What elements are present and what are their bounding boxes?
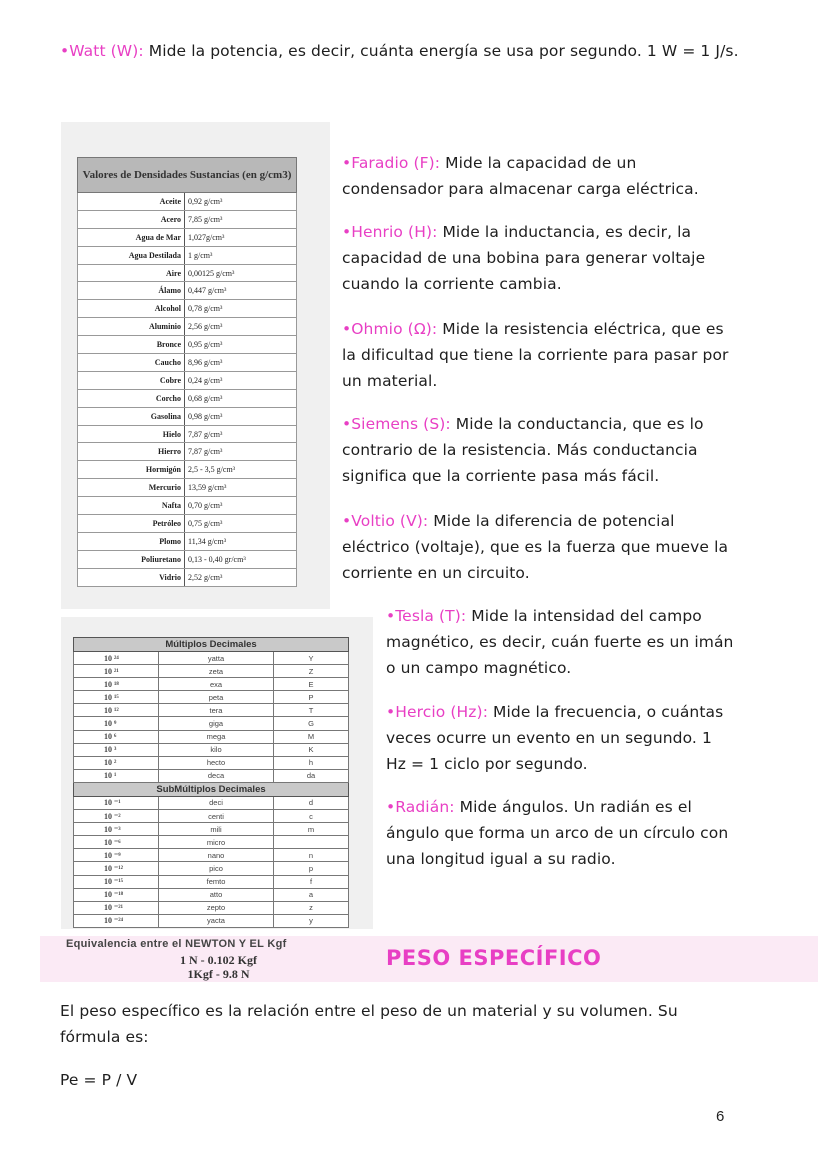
prefix-symbol: a [274, 888, 349, 901]
prefix-name: tera [159, 704, 274, 717]
unit-text: Mide la capacidad de un condensador para almacenar carga eléctrica. [342, 154, 699, 198]
prefix-symbol: Y [274, 652, 349, 665]
table-row [74, 704, 349, 717]
prefix-power: 10 ⁶ [74, 730, 159, 743]
density-substance: Gasolina [78, 407, 185, 425]
table-row [78, 497, 297, 515]
prefix-power: 10 ⁻¹⁸ [74, 888, 159, 901]
prefix-name: deca [159, 769, 274, 782]
unit-term: •Radián: [386, 798, 455, 816]
section-body: El peso específico es la relación entre el peso de un material y su volumen. Su fórmula es: [60, 1002, 678, 1046]
unit-text: Mide la frecuencia, o cuántas veces ocurre un evento en un segundo. 1 Hz = 1 ciclo por segundo. [386, 703, 724, 773]
density-value: 2,52 g/cm³ [185, 568, 297, 586]
watt-paragraph [60, 38, 740, 64]
table-row [74, 665, 349, 678]
table-row [74, 717, 349, 730]
density-substance: Hielo [78, 425, 185, 443]
prefix-name: deci [159, 796, 274, 809]
density-value: 2,5 - 3,5 g/cm³ [185, 461, 297, 479]
table-row [78, 443, 297, 461]
prefix-name: giga [159, 717, 274, 730]
prefix-power: 10 ¹⁸ [74, 678, 159, 691]
table-row [78, 407, 297, 425]
table-row [74, 836, 349, 849]
density-substance: Mercurio [78, 479, 185, 497]
density-substance: Hierro [78, 443, 185, 461]
density-value: 1,027g/cm³ [185, 228, 297, 246]
prefix-symbol: h [274, 756, 349, 769]
table-row [78, 550, 297, 568]
submultiples-title: SubMúltiplos Decimales [74, 782, 349, 796]
prefix-name: zepto [159, 901, 274, 914]
table-row [78, 515, 297, 533]
prefix-symbol: K [274, 743, 349, 756]
unit-text: Mide ángulos. Un radián es el ángulo que forma un arco de un círculo con una longitud igual a su radio. [386, 798, 729, 868]
table-row [74, 769, 349, 782]
unit-term: •Tesla (T): [386, 607, 467, 625]
prefix-symbol: da [274, 769, 349, 782]
prefix-power: 10 ³ [74, 743, 159, 756]
table-row [78, 336, 297, 354]
density-value: 0,447 g/cm³ [185, 282, 297, 300]
density-substance: Agua Destilada [78, 246, 185, 264]
prefix-symbol: Z [274, 665, 349, 678]
density-value: 0,00125 g/cm³ [185, 264, 297, 282]
table-row [78, 210, 297, 228]
watt-text: Mide la potencia, es decir, cuánta energía se usa por segundo. 1 W = 1 J/s. [143, 42, 739, 60]
density-substance: Aceite [78, 193, 185, 211]
prefix-power: 10 ⁻²⁴ [74, 914, 159, 927]
prefix-power: 10 ¹² [74, 704, 159, 717]
section-title: PESO ESPECÍFICO [386, 946, 602, 970]
prefix-symbol: T [274, 704, 349, 717]
density-value: 7,85 g/cm³ [185, 210, 297, 228]
table-row [74, 888, 349, 901]
density-substance: Plomo [78, 532, 185, 550]
density-value: 2,56 g/cm³ [185, 318, 297, 336]
unit-text: Mide la conductancia, que es lo contrario de la resistencia. Más conductancia significa que la corriente pasa más fácil. [342, 415, 704, 485]
prefix-name: femto [159, 875, 274, 888]
unit-text: Mide la inductancia, es decir, la capacidad de una bobina para generar voltaje cuando la corriente cambia. [342, 223, 706, 293]
prefix-name: centi [159, 810, 274, 823]
density-substance: Cobre [78, 371, 185, 389]
density-value: 0,95 g/cm³ [185, 336, 297, 354]
table-row [74, 875, 349, 888]
density-value: 7,87 g/cm³ [185, 443, 297, 461]
prefix-power: 10 ⁻²¹ [74, 901, 159, 914]
density-value: 1 g/cm³ [185, 246, 297, 264]
prefix-power: 10 ⁹ [74, 717, 159, 730]
prefix-symbol: m [274, 823, 349, 836]
unit-term: •Ohmio (Ω): [342, 320, 438, 338]
table-row [78, 264, 297, 282]
prefix-power: 10 ¹⁵ [74, 691, 159, 704]
table-row [78, 193, 297, 211]
prefix-name: pico [159, 862, 274, 875]
equivalence-line-1: 1 N - 0.102 Kgf [180, 953, 257, 967]
prefix-name: mega [159, 730, 274, 743]
prefix-symbol: c [274, 810, 349, 823]
prefix-power: 10 ⁻¹⁵ [74, 875, 159, 888]
density-substance: Caucho [78, 354, 185, 372]
unit-term: •Henrio (H): [342, 223, 438, 241]
prefix-power: 10 ⁻¹ [74, 796, 159, 809]
table-row [74, 901, 349, 914]
prefix-symbol [274, 836, 349, 849]
density-value: 8,96 g/cm³ [185, 354, 297, 372]
prefix-symbol: M [274, 730, 349, 743]
section-formula: Pe = P / V [60, 1071, 138, 1089]
density-substance: Aluminio [78, 318, 185, 336]
table-row [74, 823, 349, 836]
unit-radian [386, 794, 736, 872]
density-value: 0,75 g/cm³ [185, 515, 297, 533]
table-row [78, 389, 297, 407]
table-row [78, 300, 297, 318]
table-row [74, 756, 349, 769]
density-value: 0,68 g/cm³ [185, 389, 297, 407]
unit-tesla [386, 603, 736, 681]
unit-term: •Faradio (F): [342, 154, 441, 172]
table-row [74, 810, 349, 823]
prefix-power: 10 ¹ [74, 769, 159, 782]
unit-term: •Voltio (V): [342, 512, 429, 530]
unit-ohmio [342, 316, 732, 394]
unit-term: •Siemens (S): [342, 415, 451, 433]
prefix-symbol: z [274, 901, 349, 914]
density-substance: Poliuretano [78, 550, 185, 568]
table-row [74, 796, 349, 809]
table-row [78, 354, 297, 372]
table-row [78, 228, 297, 246]
density-value: 0,78 g/cm³ [185, 300, 297, 318]
prefix-name: hecto [159, 756, 274, 769]
multiples-title: Múltiplos Decimales [74, 638, 349, 652]
density-table [77, 157, 297, 587]
density-substance: Bronce [78, 336, 185, 354]
multiples-table [73, 637, 349, 928]
prefix-symbol: E [274, 678, 349, 691]
table-row [78, 479, 297, 497]
table-row [74, 652, 349, 665]
prefix-symbol: d [274, 796, 349, 809]
unit-voltio [342, 508, 732, 586]
prefix-name: exa [159, 678, 274, 691]
table-row [74, 849, 349, 862]
prefix-symbol: f [274, 875, 349, 888]
unit-hercio [386, 699, 736, 777]
density-substance: Alcohol [78, 300, 185, 318]
prefix-name: kilo [159, 743, 274, 756]
density-value: 0,13 - 0,40 gr/cm³ [185, 550, 297, 568]
density-value: 0,98 g/cm³ [185, 407, 297, 425]
table-row [78, 246, 297, 264]
table-row [78, 282, 297, 300]
density-substance: Aire [78, 264, 185, 282]
density-substance: Hormigón [78, 461, 185, 479]
table-row [78, 371, 297, 389]
table-row [78, 568, 297, 586]
density-value: 7,87 g/cm³ [185, 425, 297, 443]
prefix-power: 10 ²⁴ [74, 652, 159, 665]
prefix-name: yacta [159, 914, 274, 927]
prefix-power: 10 ⁻⁹ [74, 849, 159, 862]
density-value: 0,92 g/cm³ [185, 193, 297, 211]
table-row [74, 914, 349, 927]
density-substance: Vidrio [78, 568, 185, 586]
table-row [78, 532, 297, 550]
density-table-title: Valores de Densidades Sustancias (en g/cm3) [78, 158, 297, 193]
unit-henrio [342, 219, 732, 297]
density-substance: Álamo [78, 282, 185, 300]
table-row [74, 743, 349, 756]
table-header-row [74, 782, 349, 796]
table-row [78, 318, 297, 336]
prefix-power: 10 ²¹ [74, 665, 159, 678]
density-value: 13,59 g/cm³ [185, 479, 297, 497]
prefix-symbol: p [274, 862, 349, 875]
unit-text: Mide la intensidad del campo magnético, es decir, cuán fuerte es un imán o un campo magnético. [386, 607, 734, 677]
unit-text: Mide la diferencia de potencial eléctrico (voltaje), que es la fuerza que mueve la corriente en un circuito. [342, 512, 729, 582]
prefix-power: 10 ⁻¹² [74, 862, 159, 875]
density-value: 0,24 g/cm³ [185, 371, 297, 389]
prefix-name: atto [159, 888, 274, 901]
prefix-power: 10 ⁻³ [74, 823, 159, 836]
prefix-name: nano [159, 849, 274, 862]
table-row [74, 730, 349, 743]
table-row [74, 678, 349, 691]
table-row [74, 691, 349, 704]
unit-siemens [342, 411, 732, 489]
density-substance: Acero [78, 210, 185, 228]
density-substance: Agua de Mar [78, 228, 185, 246]
prefix-symbol: n [274, 849, 349, 862]
page-number: 6 [716, 1108, 725, 1125]
prefix-power: 10 ⁻² [74, 810, 159, 823]
unit-faradio [342, 150, 732, 202]
density-substance: Petróleo [78, 515, 185, 533]
density-value: 0,70 g/cm³ [185, 497, 297, 515]
unit-term: •Hercio (Hz): [386, 703, 489, 721]
prefix-power: 10 ² [74, 756, 159, 769]
prefix-symbol: P [274, 691, 349, 704]
prefix-name: zeta [159, 665, 274, 678]
prefix-symbol: G [274, 717, 349, 730]
prefix-power: 10 ⁻⁶ [74, 836, 159, 849]
prefix-name: peta [159, 691, 274, 704]
table-header-row [74, 638, 349, 652]
prefix-name: mili [159, 823, 274, 836]
unit-text: Mide la resistencia eléctrica, que es la dificultad que tiene la corriente para pasar por un material. [342, 320, 729, 390]
watt-term: •Watt (W): [60, 42, 144, 60]
density-value: 11,34 g/cm³ [185, 532, 297, 550]
density-substance: Nafta [78, 497, 185, 515]
equivalence-line-2: 1Kgf - 9.8 N [187, 967, 250, 981]
table-row [74, 862, 349, 875]
prefix-symbol: y [274, 914, 349, 927]
prefix-name: micro [159, 836, 274, 849]
density-substance: Corcho [78, 389, 185, 407]
equivalence-title: Equivalencia entre el NEWTON Y EL Kgf [66, 938, 287, 950]
table-row [78, 461, 297, 479]
prefix-name: yatta [159, 652, 274, 665]
table-row [78, 425, 297, 443]
